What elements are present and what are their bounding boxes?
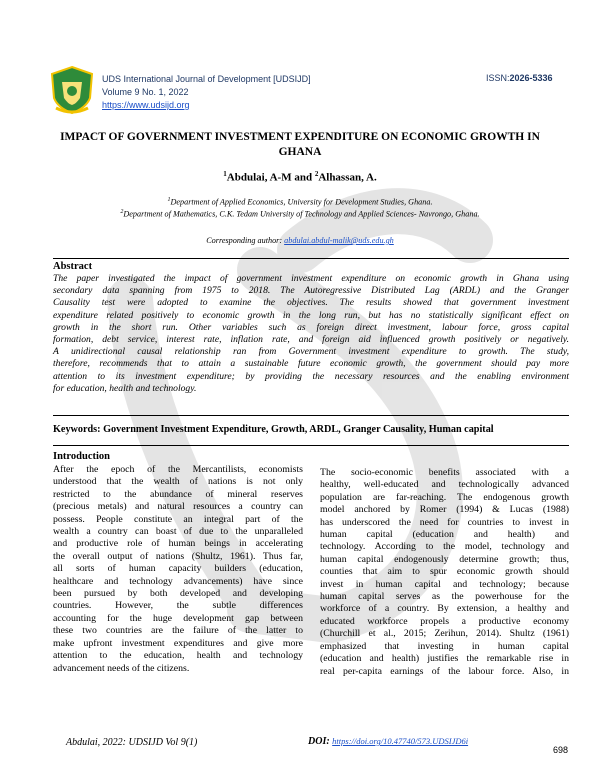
- intro-line: attention to the education, health and technology: [53, 650, 303, 662]
- keywords: Keywords: Government Investment Expenditure, Growth, ARDL, Granger Causality, Human capital: [53, 424, 494, 435]
- intro-line: counties that aim to spur economic growth should: [320, 566, 569, 578]
- author-sup: 2: [314, 170, 319, 178]
- abstract-line: growth in the short run. Other variables such as foreign direct investment, labour force, gross capital: [53, 321, 569, 333]
- affiliation-1: [40, 197, 560, 207]
- affiliation-2: [40, 209, 560, 219]
- issn-label: ISSN:: [486, 73, 510, 83]
- abstract-line: formation, debt service, interest rate, inflation rate, and foreign aid influenced growth positively or negatively.: [53, 334, 569, 346]
- affiliation-text: Department of Applied Economics, University for Development Studies, Ghana.: [170, 197, 433, 207]
- authors: [40, 170, 560, 184]
- intro-line: has underscored the need for countries to invest in: [320, 516, 569, 528]
- intro-line: human capital serves as the powerhouse for the: [320, 591, 569, 603]
- abstract-line: Causality test were adopted to examine the objectives. The results showed that government investment: [53, 297, 569, 309]
- intro-line: and productive role of human beings in accelerating: [53, 538, 303, 550]
- journal-name: UDS International Journal of Development [UDSIJD]: [102, 74, 311, 84]
- intro-line: population are far-reaching. The endogenous growth: [320, 491, 569, 503]
- intro-column-left: [53, 464, 303, 675]
- divider: [53, 415, 569, 416]
- intro-line: human capital endogenously determine growth; thus,: [320, 553, 569, 565]
- doi-link[interactable]: https://doi.org/10.47740/573.UDSIJD6i: [332, 736, 469, 746]
- affiliation-sup: 1: [167, 197, 171, 203]
- intro-line: model anchored by Romer (1994) & Lucas (1988): [320, 504, 569, 516]
- author-sup: 1: [223, 170, 227, 178]
- paper-title-line: IMPACT OF GOVERNMENT INVESTMENT EXPENDITURE ON ECONOMIC GROWTH IN: [60, 131, 540, 143]
- intro-line: healthy, well-educated and technologically advanced: [320, 479, 569, 491]
- issn-value: 2026-5336: [509, 73, 553, 83]
- abstract-line: attention to its investment expenditure; by providing the necessary resources and the enabling environment: [53, 370, 569, 382]
- corresponding-label: Corresponding author:: [206, 236, 285, 245]
- intro-line: possess. People constitute an integral part of the: [53, 513, 303, 525]
- author-1: Abdulai, A-M and: [226, 171, 315, 184]
- abstract-heading: Abstract: [53, 261, 93, 272]
- uds-logo: [46, 64, 98, 116]
- intro-line: countries. However, the subtle differences: [53, 600, 303, 612]
- divider: [53, 445, 569, 446]
- intro-line: emphasized that investing in human capital: [320, 640, 569, 652]
- intro-line: (Churchill et al., 2015; Zerihun, 2014). Shultz (1961): [320, 628, 569, 640]
- affiliation-text: Department of Mathematics, C.K. Tedam University of Technology and Applied Sciences- Navrongo, Ghana.: [123, 209, 480, 219]
- corresponding-email-link[interactable]: abdulai.abdul-malik@uds.edu.gh: [284, 236, 394, 245]
- intro-line: been pursued by both developed and developing: [53, 588, 303, 600]
- author-2: Alhassan, A.: [318, 171, 377, 184]
- intro-line: workforce of a country. By extension, a healthy and: [320, 603, 569, 615]
- intro-line: The socio-economic benefits associated with a: [320, 467, 569, 478]
- intro-line: all sorts of human capacity builders (education,: [53, 563, 303, 575]
- abstract-line: therefore, recommends that to attain a sustainable future economic growth, the government should pay more: [53, 358, 569, 370]
- paper-title: [40, 130, 560, 160]
- intro-line: these two countries are the failure of the latter to: [53, 625, 303, 637]
- intro-line: After the epoch of the Mercantilists, economists: [53, 464, 303, 475]
- intro-line: wealth a country can boast of due to the unparalleled: [53, 526, 303, 538]
- doi-label: DOI:: [308, 736, 333, 747]
- intro-line: technology. According to the model, technology and: [320, 541, 569, 553]
- page-number: 698: [553, 745, 569, 755]
- corresponding-author: [40, 236, 560, 245]
- affiliation-sup: 2: [120, 209, 124, 215]
- journal-url-link[interactable]: https://www.udsijd.org: [102, 100, 190, 110]
- intro-line: educated workforce propels a productive economy: [320, 615, 569, 627]
- divider: [53, 258, 569, 259]
- intro-line: invest in human capital and technology; because: [320, 578, 569, 590]
- abstract-body: [53, 273, 569, 395]
- abstract-line: A unidirectional causal relationship ran from Government investment expenditure to growth. The study,: [53, 346, 569, 358]
- intro-line: restricted to the abundance of mineral reserves: [53, 488, 303, 500]
- issn: [486, 73, 553, 83]
- footer-citation: Abdulai, 2022: UDSIJD Vol 9(1): [66, 737, 198, 748]
- intro-line: (education and health) justifies the remarkable rise in: [320, 653, 569, 665]
- intro-line: (precious metals) and natural resources a country can: [53, 501, 303, 513]
- footer-doi: [308, 736, 468, 747]
- intro-line: understood that the wealth of nations is not only: [53, 476, 303, 488]
- journal-volume: Volume 9 No. 1, 2022: [102, 87, 189, 97]
- intro-line: make upfront investment expenditures and give more: [53, 637, 303, 649]
- journal-header: [102, 73, 311, 112]
- intro-line: human capital (education and health) and: [320, 529, 569, 541]
- abstract-line: The paper investigated the impact of government investment expenditure on economic growth in Ghana using: [53, 273, 569, 284]
- abstract-line: expenditure related positively to economic growth in the long run, but has no statistically significant effect on: [53, 309, 569, 321]
- abstract-line: secondary data spanning from 1975 to 2018. The Autoregressive Distributed Lag (ARDL) and the Granger: [53, 285, 569, 297]
- introduction-heading: Introduction: [53, 451, 110, 462]
- intro-line: the overall output of nations (Shultz, 1961). Thus far,: [53, 550, 303, 562]
- intro-line: healthcare and technology advancements) have since: [53, 575, 303, 587]
- abstract-line: for education, health and technology.: [53, 382, 197, 394]
- intro-line: real per-capita earnings of the labour force. Also, in: [320, 665, 569, 677]
- paper-title-line: GHANA: [278, 146, 322, 158]
- intro-line: advancement needs of the citizens.: [53, 662, 190, 674]
- intro-line: accounting for the huge development gap between: [53, 612, 303, 624]
- intro-column-right: [320, 467, 569, 678]
